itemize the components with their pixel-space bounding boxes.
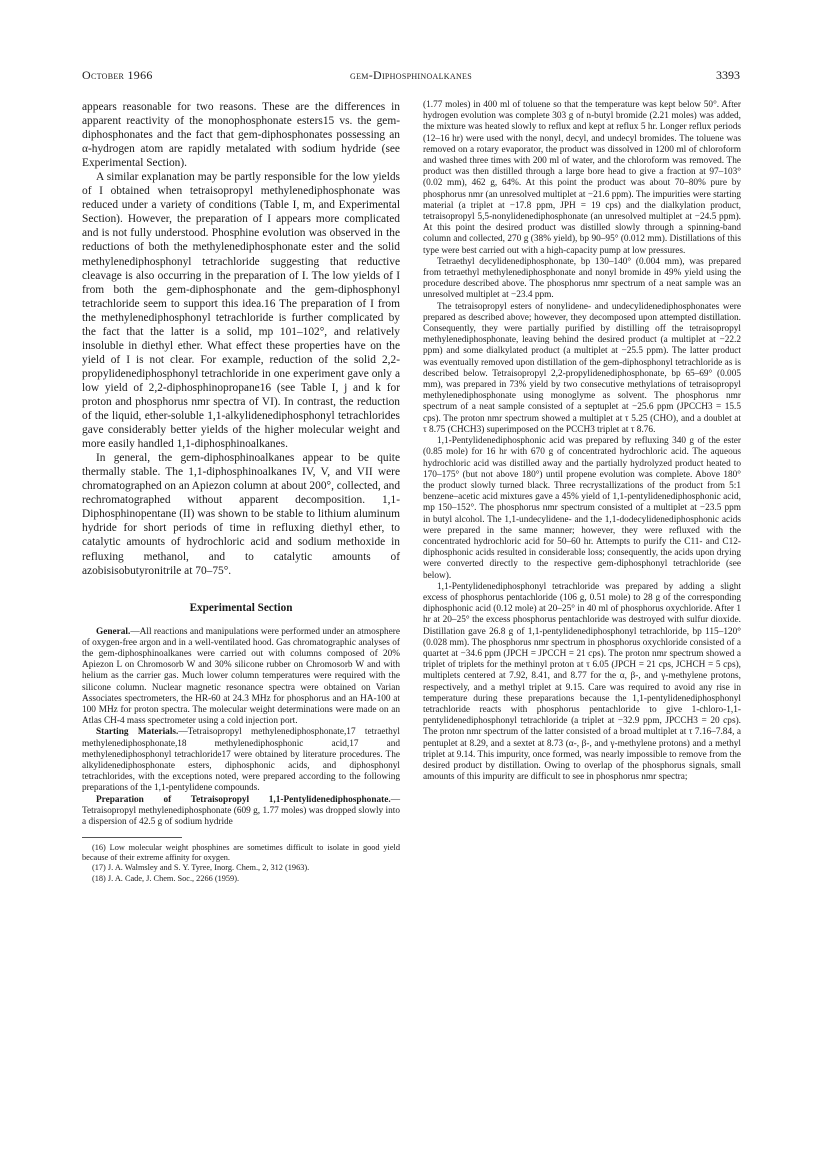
running-title: gem-Diphosphinoalkanes (350, 68, 472, 82)
footnote: (17) J. A. Walmsley and S. Y. Tyree, Inorg. Chem., 2, 312 (1963). (92, 863, 310, 873)
left-column (82, 100, 400, 884)
run-in-head: General. (96, 626, 131, 637)
paragraph-body: —All reactions and manipulations were performed under an atmosphere of oxygen-free argon and in a well-ventilated hood. Gas chromatographic analyses of the gem-diphosphinoalkanes were carried out with columns composed of 20% Apiezon L on Chromosorb W and 30% silicone rubber on Chromosorb W and with helium as the carrier gas. Much lower column temperatures were required with the silicone column. Nuclear magnetic resonance spectra were obtained on Varian Associates spectrometers, the HR-60 at 24.3 MHz for phosphorus and an HA-100 at 100 MHz for proton spectra. The molecular weight determinations were made on an Atlas CH-4 mass spectrometer using a cold injection port. (82, 626, 400, 727)
paragraph (82, 727, 400, 794)
paragraph: The tetraisopropyl esters of nonylidene- and undecylidenediphosphonates were prepared as described above; however, they decomposed upon attempted distillation. Consequently, they were partially purified by distilling off the tetraisopropyl methylenediphosphonate, leaving behind the desired product (a multiplet at −22.2 ppm) and some dialkylated product (a multiplet at −25.5 ppm). The latter product was eventually removed upon distillation of the gem-diphosphonyl tetrachloride as is described below. Tetraisopropyl 2,2-propylidenediphosphonate, bp 65–69° (0.005 mm), was prepared in 73% yield by two consecutive methylations of tetraisopropyl methylenediphosphonate using monoglyme as solvent. The phosphorus nmr spectrum of a neat sample consisted of a septuplet at −25.6 ppm (JPCCH3 = 15.5 cps). The proton nmr spectrum showed a multiplet at τ 5.25 (CHO), and a doublet at τ 8.75 (CHCH3) superimposed on the PCCH3 triplet at τ 8.76. (423, 301, 741, 435)
run-in-head: Starting Materials. (96, 727, 179, 738)
paragraph: Tetraethyl decylidenediphosphonate, bp 130–140° (0.004 mm), was prepared from tetraethyl methylenediphosphonate and nonyl bromide in 49% yield using the procedure described above. The phosphorus nmr spectrum of a neat sample was an unresolved multiplet at −23.4 ppm. (423, 256, 741, 301)
paragraph: 1,1-Pentylidenediphosphonic acid was prepared by refluxing 340 g of the ester (0.85 mole) for 16 hr with 670 g of concentrated hydrochloric acid. The aqueous hydrochloric acid was distilled away and the partially hydrolyzed product heated to 170–175° (but not above 180°) until propene evolution was complete. Above 180° the product slowly turned black. Three recrystallizations of the product from 5:1 benzene–acetic acid mixtures gave a 45% yield of 1,1-pentylidenediphosphonic acid, mp 150–152°. The phosphorus nmr spectrum consisted of a multiplet at −23.5 ppm in butyl alcohol. The 1,1-undecylidene- and the 1,1-dodecylidenediphosphonic acids were prepared in the same manner; however, they were refluxed with the concentrated hydrochloric acid for 50–60 hr. Attempts to purify the C11- and C12-diphosphonic acids resulted in considerable loss; consequently, the acids upon drying were converted directly to the respective gem-diphosphonyl tetrachloride (see below). (423, 436, 741, 581)
journal-date: October 1966 (82, 68, 153, 82)
paragraph-body: —Tetraisopropyl methylenediphosphonate (609 g, 1.77 moles) was dropped slowly into a dispersion of 42.5 g of sodium hydride (82, 794, 400, 828)
footnote: (18) J. A. Cade, J. Chem. Soc., 2266 (1959). (92, 873, 240, 883)
running-header (82, 68, 740, 84)
paragraph: appears reasonable for two reasons. These are the differences in apparent reactivity of the monophosphonate esters15 vs. the gem-diphosphonates and the fact that gem-diphosphonates possessing an α-hydrogen atom are rapidly metalated with sodium hydride (see Experimental Section). (82, 101, 400, 170)
footnote-rule (82, 837, 182, 841)
paragraph: (1.77 moles) in 400 ml of toluene so that the temperature was kept below 50°. After hydrogen evolution was complete 303 g of n-butyl bromide (2.21 moles) was added, the mixture was heated slowly to reflux and kept at reflux 5 hr. Longer reflux periods (12–16 hr) were used with the nonyl, decyl, and undecyl bromides. The toluene was removed on a rotary evaporator, the product was dissolved in 1200 ml of chloroform and washed three times with 200 ml of water, and the chloroform was removed. The product was then distilled through a large bore head to give a fraction at 97–103° (0.02 mm), 462 g, 64%. At this point the product was about 70–80% pure by phosphorus nmr (an unresolved multiplet at −21.6 ppm). The impurities were starting material (a triplet at −17.8 ppm, JPH = 19 cps) and the dialkylation product, tetraisopropyl 5,5-nonylidenediphosphonate (an unresolved multiplet at −24.5 ppm). At this point the desired product was distilled slowly through a spinning-band column and collected, 270 g (38% yield), bp 90–95° (0.012 mm). Distillations of this type were best carried out with a high-capacity pump at low pressures. (423, 100, 741, 256)
paragraph: A similar explanation may be partly responsible for the low yields of I obtained when tetraisopropyl methylenediphosphonate was reduced under a variety of conditions (Table I, m, and Experimental Section). However, the preparation of I appears more complicated and is not fully understood. Phosphine evolution was observed in the reductions of both the methylenediphosphonate ester and the solid methylenediphosphonyl tetrachloride suggesting that reductive cleavage is also occurring in the preparation of I. The low yields of I from both the gem-diphosphonate and the gem-diphosphonyl tetrachloride seem to support this idea.16 The preparation of I from the methylenediphosphonyl tetrachloride is further complicated by the fact that the latter is a solid, mp 101–102°, and relatively insoluble in diethyl ether. What effect these properties have on the yield of I is not clear. For example, reduction of the solid 2,2-propylidenediphosphonyl tetrachloride in one experiment gave only a low yield of 2,2-diphosphinopropane16 (see Table I, j and k for proton and phosphorus nmr spectra of VI). In contrast, the reduction of the liquid, ether-soluble 1,1-alkylidenediphosphonyl tetrachlorides gave considerably better yields of the higher molecular weight and more easily handled 1,1-diphosphinoalkanes. (82, 171, 400, 451)
paragraph (82, 627, 400, 728)
page-number: 3393 (716, 68, 740, 82)
section-title: Experimental Section (189, 601, 293, 614)
paragraph (82, 795, 400, 829)
paragraph: 1,1-Pentylidenediphosphonyl tetrachloride was prepared by adding a slight excess of phosphorus pentachloride (106 g, 0.51 mole) to 28 g of the corresponding diphosphonic acid (0.12 mole) at 20–25° in 40 ml of phosphorus oxychloride. After 1 hr at 20–25° the excess phosphorus pentachloride was destroyed with sulfur dioxide. Distillation gave 26.8 g of 1,1-pentylidenediphosphonyl tetrachloride, bp 115–120° (0.028 mm). The phosphorus nmr spectrum in phosphorus oxychloride consisted of a quartet at −34.6 ppm (JPCH = JPCCH = 21 cps). The proton nmr spectrum showed a triplet of triplets for the methinyl proton at τ 6.05 (JPCH = 21 cps, JCHCH = 5 cps), multiplets centered at 7.92, 8.41, and 8.77 for the α, β-, and γ-methylene protons, respectively, and a methyl triplet at 9.15. Care was required to avoid any rise in temperature during these preparations because the 1,1-pentylidenediphosphonyl tetrachloride reacts with phosphorus pentachloride to give 1-chloro-1,1-pentylidenediphosphonyl tetrachloride (a triplet at −32.9 ppm, JPCCH3 = 20 cps). The proton nmr spectrum of the latter consisted of a broad multiplet at τ 7.16–7.84, a pentuplet at 8.29, and a sextet at 8.73 (α-, β-, and γ-methylene protons) and a methyl triplet at 9.14. This impurity, once formed, was nearly impossible to remove from the desired product by distillation. Owing to overlap of the phosphorus signals, small amounts of this impurity are difficult to see in phosphorus nmr spectra; (423, 581, 741, 783)
paragraph-body: —Tetraisopropyl methylenediphosphonate,17 tetraethyl methylenediphosphonate,18 methylenediphosphonic acid,17 and methylenediphosphonyl tetrachloride17 were obtained by literature procedures. The alkylidenediphosphonate esters, diphosphonic acids, and diphosphonyl tetrachlorides, with the exceptions noted, were prepared according to the following preparations of the 1,1-pentylidene compounds. (82, 727, 400, 794)
footnotes (82, 843, 400, 883)
right-column (423, 100, 741, 783)
run-in-head: Preparation of Tetraisopropyl 1,1-Pentylidenediphosphonate. (96, 794, 391, 805)
footnote: (16) Low molecular weight phosphines are sometimes difficult to isolate in good yield because of their extreme affinity for oxygen. (82, 843, 400, 863)
paragraph: In general, the gem-diphosphinoalkanes appear to be quite thermally stable. The 1,1-diphosphinoalkanes IV, V, and VII were chromatographed on an Apiezon column at about 200°, collected, and rechromatographed without apparent decomposition. 1,1-Diphosphinopentane (II) was shown to be stable to lithium aluminum hydride for short periods of time in refluxing diethyl ether, to catalytic amounts of hydrochloric acid and sodium methoxide in refluxing methanol, and to catalytic amounts of azobisisobutyronitrile at 70–75°. (82, 452, 401, 577)
